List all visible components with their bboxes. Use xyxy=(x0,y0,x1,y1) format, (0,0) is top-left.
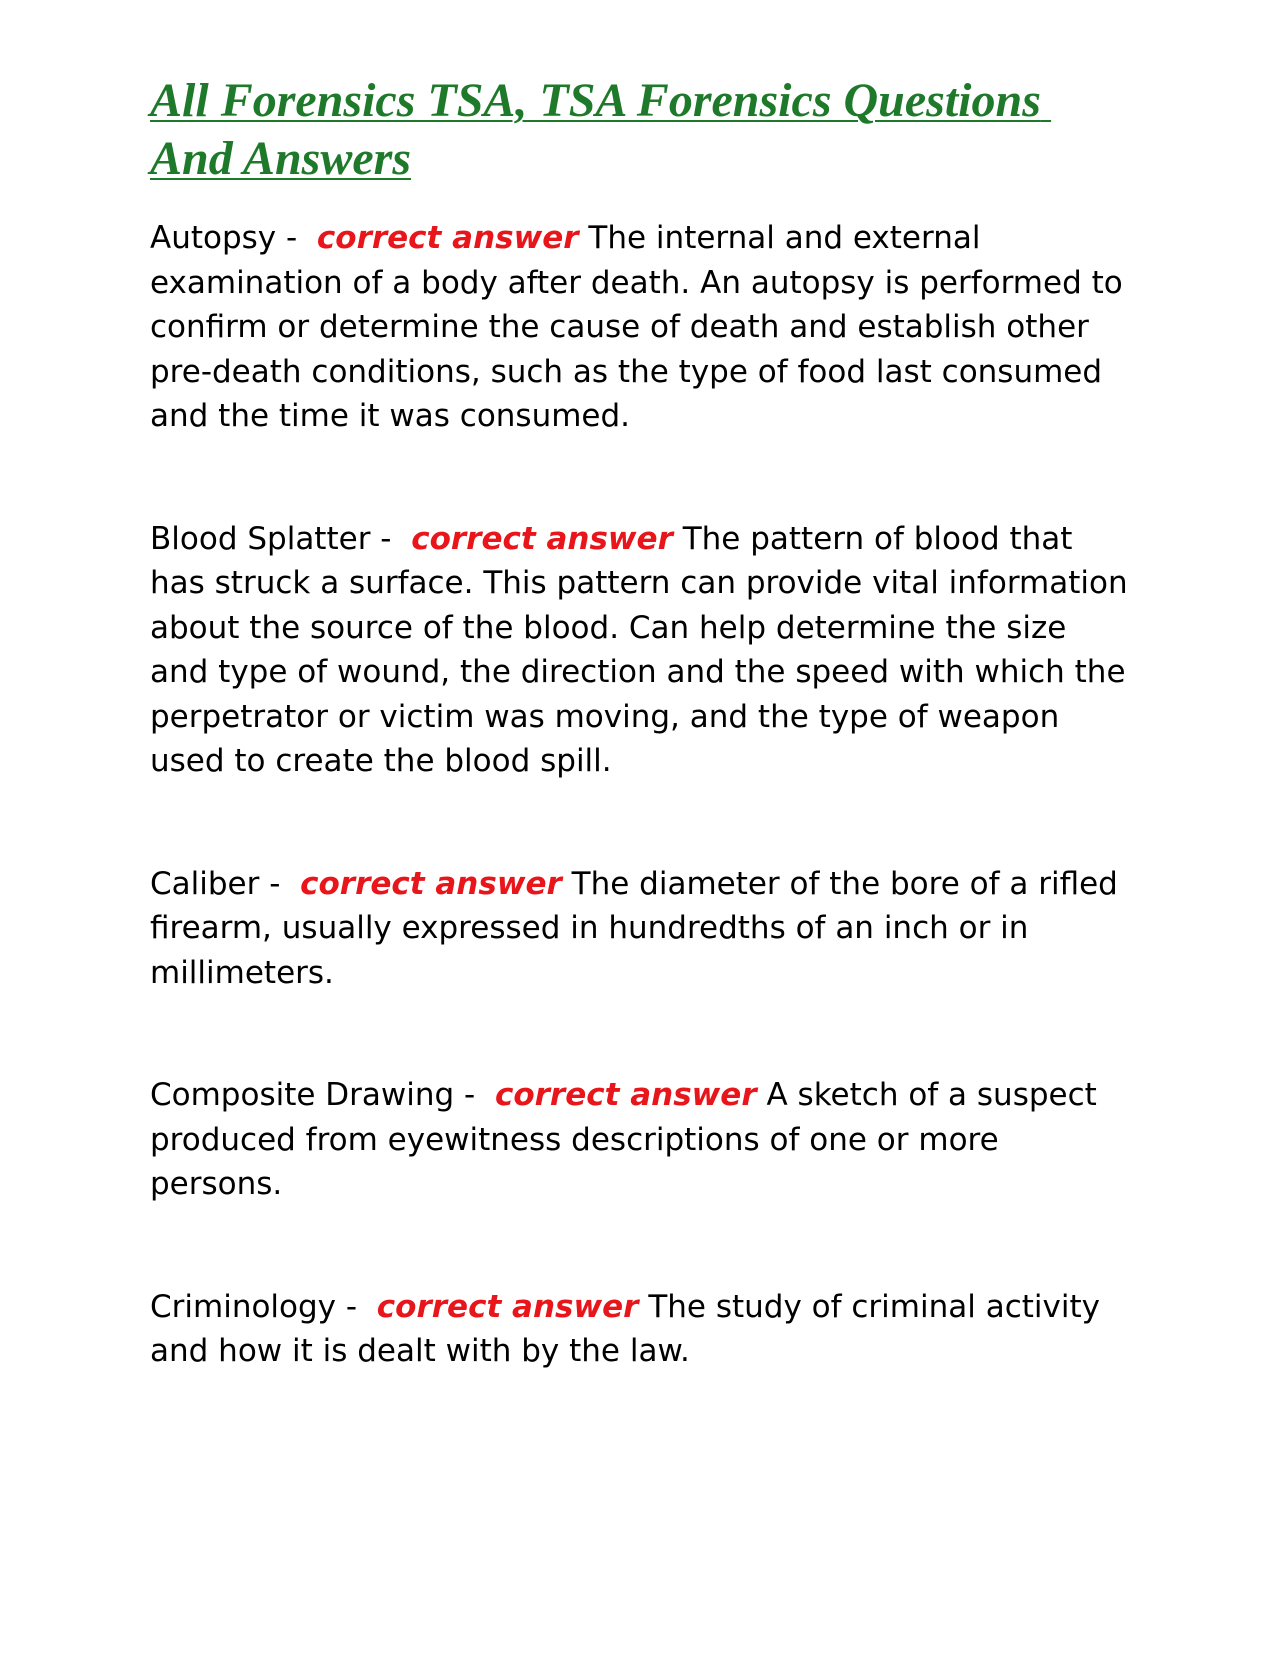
entry-autopsy xyxy=(150,216,1130,439)
correct-answer-label: correct answer xyxy=(411,520,673,557)
entry-term: Composite Drawing - xyxy=(150,1077,486,1113)
correct-answer-label: correct answer xyxy=(300,865,562,902)
correct-answer-label: correct answer xyxy=(316,220,579,256)
entry-blood-splatter xyxy=(150,517,1130,784)
correct-answer-label: correct answer xyxy=(376,1288,639,1325)
entry-term: Caliber - xyxy=(150,865,291,902)
document-page xyxy=(150,72,1130,1374)
correct-answer-label: correct answer xyxy=(494,1077,757,1113)
entry-definition: The diameter of the bore of a rifled firearm, usually expressed in hundredths of an inch or in millimeters. xyxy=(150,865,1118,991)
entry-criminology xyxy=(150,1285,1130,1374)
entry-caliber xyxy=(150,862,1130,996)
entry-definition: The internal and external examination of a body after death. An autopsy is performed to confirm or determine the cause of death and establish other pre-death conditions, such as the type of food last consumed and the time it was consumed. xyxy=(150,220,1123,434)
entry-composite-drawing xyxy=(150,1073,1130,1207)
entry-term: Criminology - xyxy=(150,1288,367,1325)
entry-definition: The pattern of blood that has struck a surface. This pattern can provide vital information about the source of the blood. Can help determine the size and type of wound, the direction and the speed with which the perpetrator or victim was moving, and the type of weapon used to create the blood spill. xyxy=(150,520,1128,779)
entry-definition: A sketch of a suspect produced from eyewitness descriptions of one or more persons. xyxy=(150,1077,1097,1202)
entry-term: Blood Splatter - xyxy=(150,520,402,557)
document-title: All Forensics TSA, TSA Forensics Questions And Answers xyxy=(150,74,1052,185)
entry-definition: The study of criminal activity and how it is dealt with by the law. xyxy=(150,1288,1100,1369)
entry-term: Autopsy - xyxy=(150,220,308,256)
